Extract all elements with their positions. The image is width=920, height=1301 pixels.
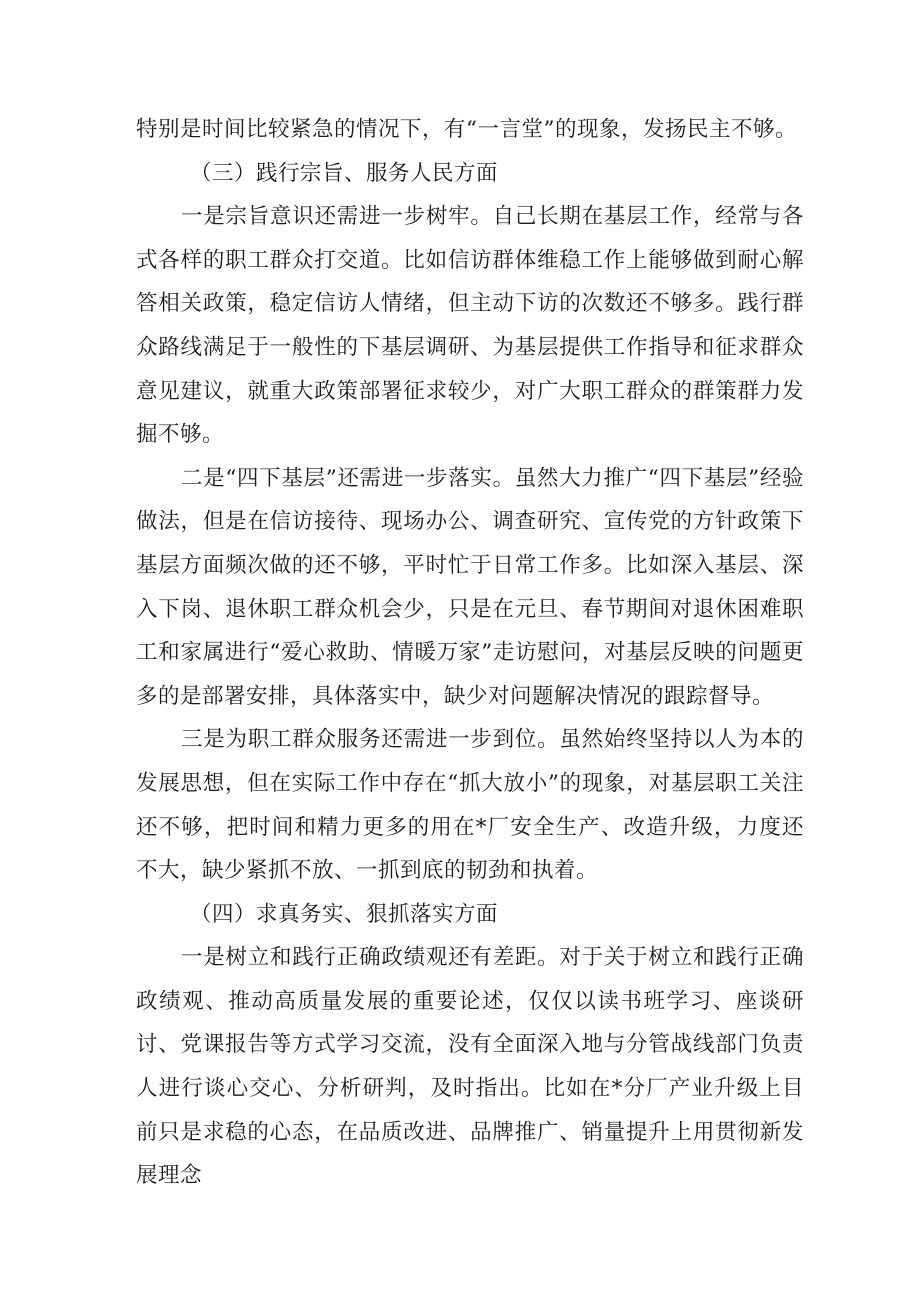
paragraph-four-grassroots: 二是“四下基层”还需进一步落实。虽然大力推广“四下基层”经验做法，但是在信访接待、现场办公、调查研究、宣传党的方针政策下基层方面频次做的还不够，平时忙于日常工作多。比如深入基层、深入下岗、退休职工群众机会少，只是在元旦、春节期间对退休困难职工和家属进行“爱心救助、情暖万家”走访慰问，对基层反映的问题更多的是部署安排，具体落实中，缺少对问题解决情况的跟踪督导。 (136, 465, 804, 709)
section-heading-four: （四）求真务实、狠抓落实方面 (190, 901, 499, 927)
section-heading-three: （三）践行宗旨、服务人民方面 (190, 160, 499, 186)
paragraph-purpose-awareness: 一是宗旨意识还需进一步树牢。自己长期在基层工作，经常与各式各样的职工群众打交道。比如信访群体维稳工作上能够做到耐心解答相关政策，稳定信访人情绪，但主动下访的次数还不够多。践行群众路线满足于一般性的下基层调研、为基层提供工作指导和征求群众意见建议，就重大政策部署征求较少，对广大职工群众的群策群力发掘不够。 (136, 204, 804, 448)
paragraph-performance-view: 一是树立和践行正确政绩观还有差距。对于关于树立和践行正确政绩观、推动高质量发展的重要论述，仅仅以读书班学习、座谈研讨、党课报告等方式学习交流，没有全面深入地与分管战线部门负责人进行谈心交心、分析研判，及时指出。比如在*分厂产业升级上目前只是求稳的心态，在品质改进、品牌推广、销量提升上用贯彻新发展理念 (136, 945, 804, 1189)
document-body (136, 108, 804, 1198)
paragraph-serving-workers: 三是为职工群众服务还需进一步到位。虽然始终坚持以人为本的发展思想，但在实际工作中存在“抓大放小”的现象，对基层职工关注还不够，把时间和精力更多的用在*厂安全生产、改造升级，力度还不大，缺少紧抓不放、一抓到底的韧劲和执着。 (136, 727, 804, 884)
paragraph-continuation: 特别是时间比较紧急的情况下，有“一言堂”的现象，发扬民主不够。 (136, 117, 797, 142)
